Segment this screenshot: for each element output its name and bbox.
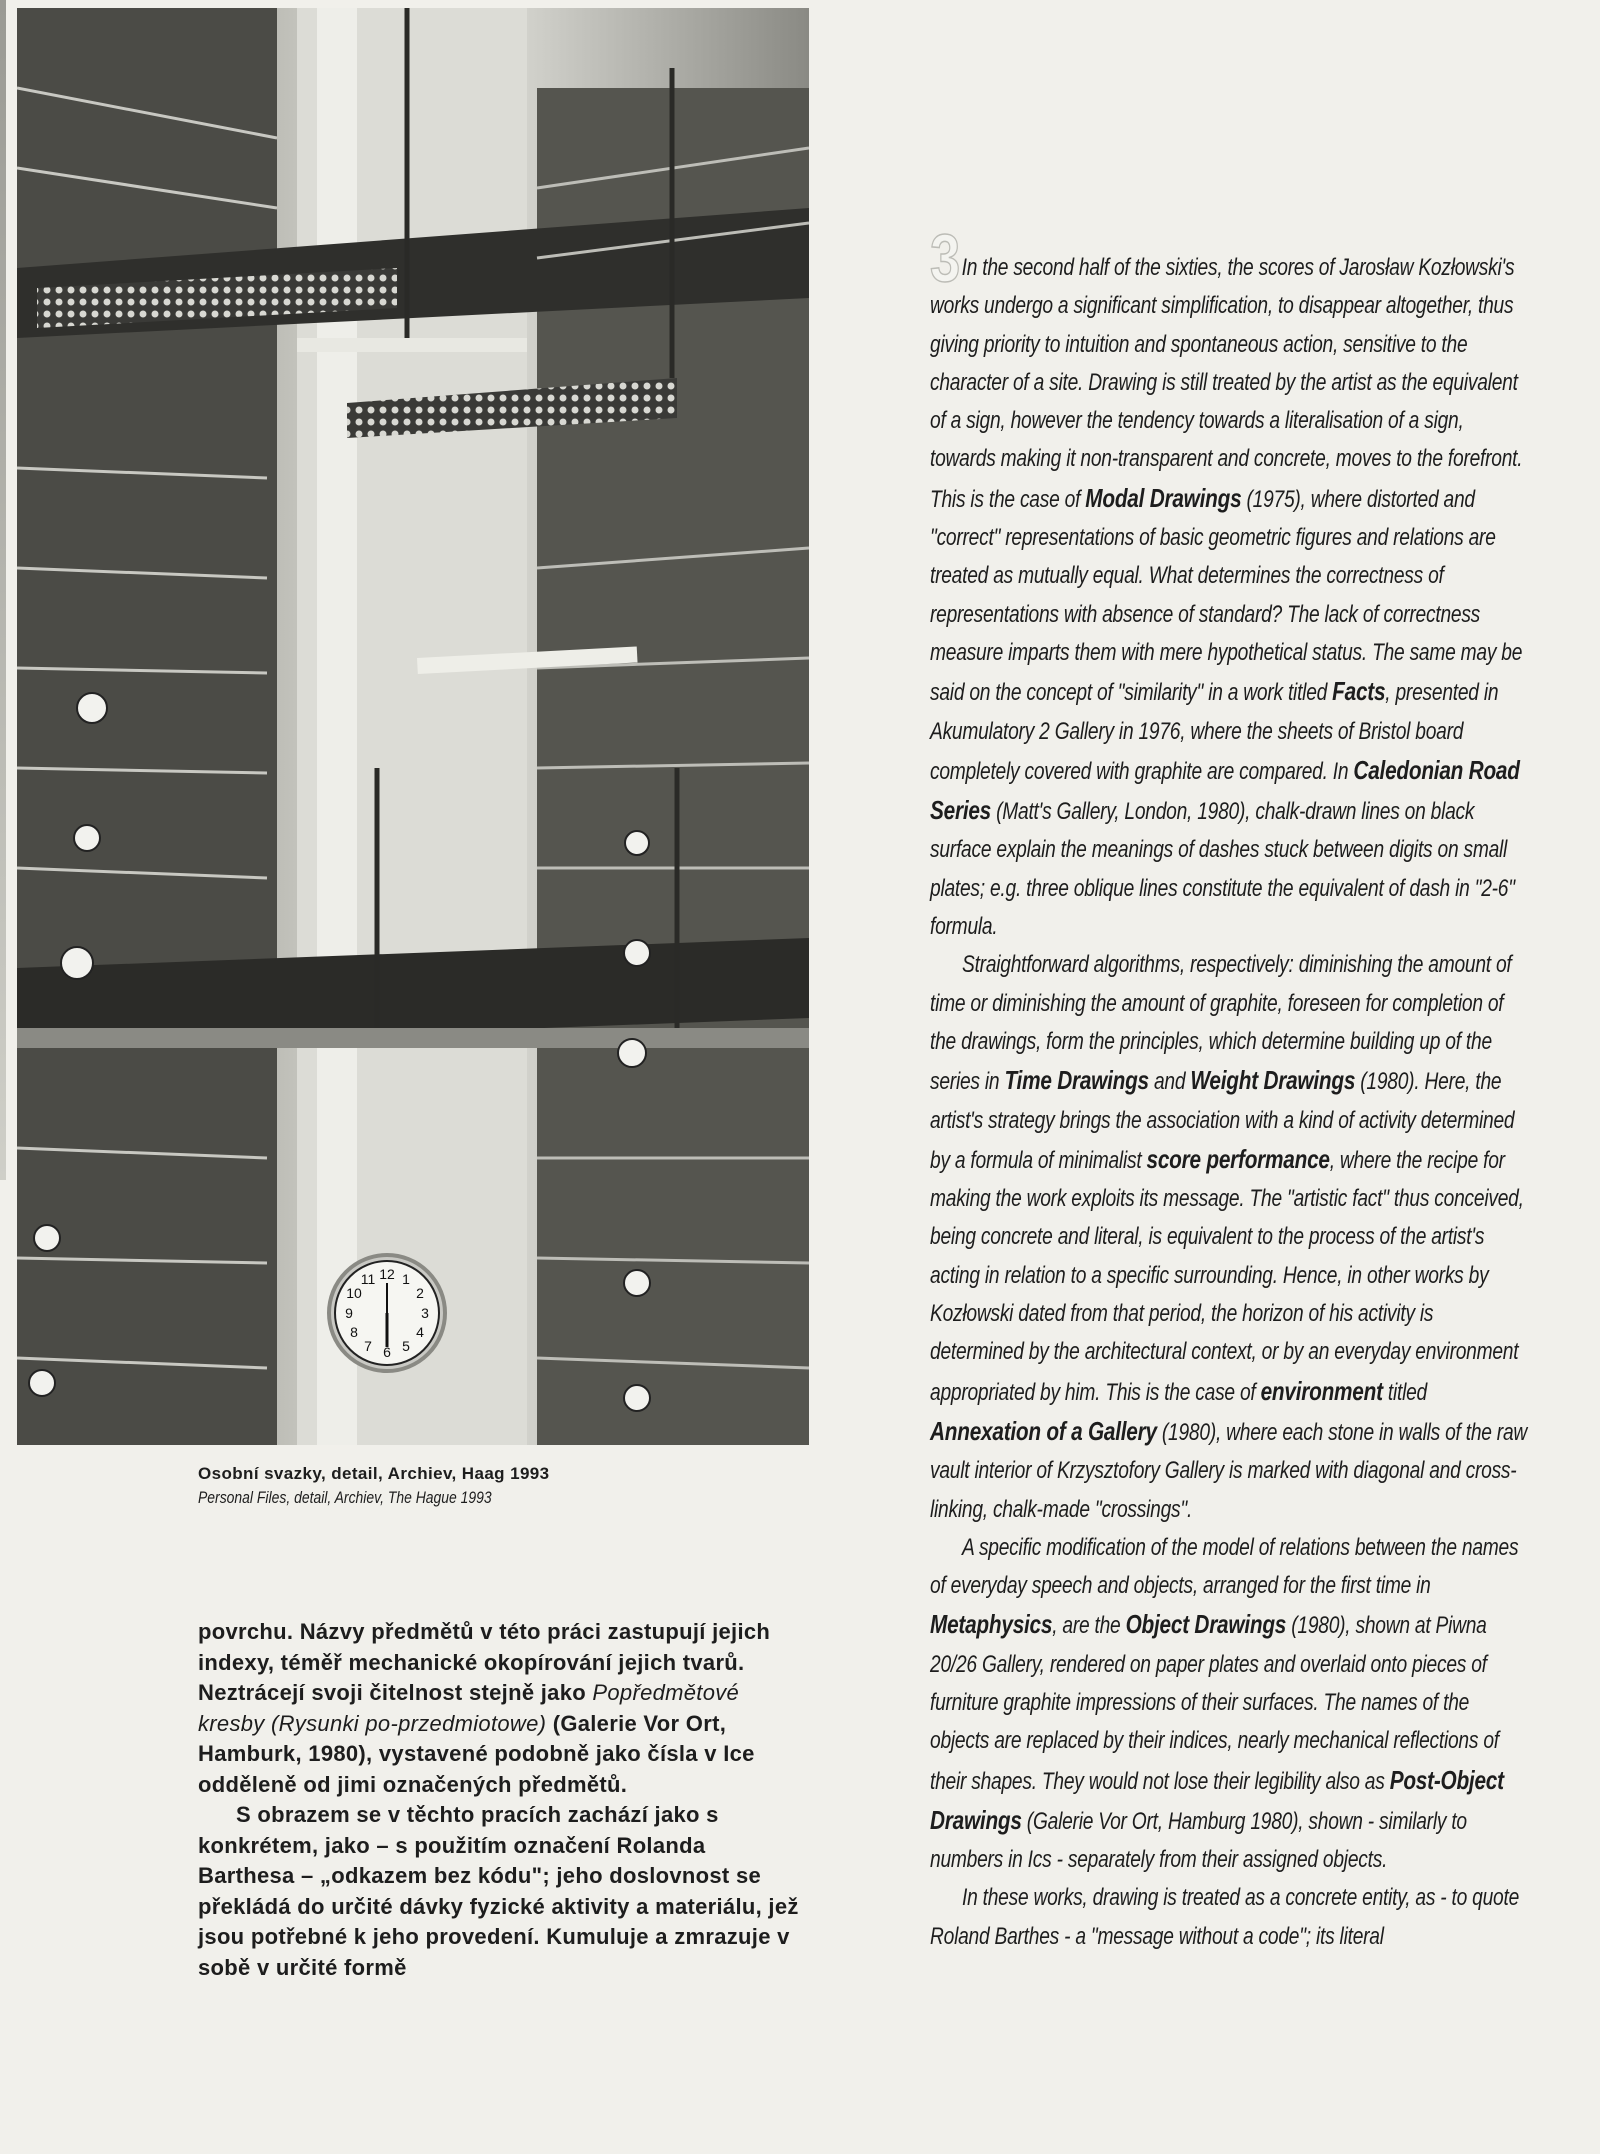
czech-paragraph: povrchu. Názvy předmětů v této práci zastupují jejich indexy, téměř mechanické okopírování jejich tvarů. Neztrácejí svoji čitelnost stejně jako Popředmětové kresby (Rysunki po-przedmiotowe) (Galerie Vor Ort, Hamburk, 1980), vystavené podobně jako čísla v Ice odděleně od jimi označených předmětů. — [198, 1619, 771, 1797]
clock-numeral: 6 — [383, 1344, 391, 1360]
page-edge-shadow — [0, 0, 6, 1180]
caption-czech: Osobní svazky, detail, Archiev, Haag 1993 — [198, 1464, 550, 1483]
clock-numeral: 8 — [350, 1324, 358, 1340]
clock-numeral: 9 — [345, 1305, 353, 1321]
clock-numeral: 11 — [360, 1271, 376, 1287]
archive-photo — [17, 8, 809, 1445]
drop-cap-numeral: 3 — [930, 220, 961, 296]
english-text-column — [930, 220, 1530, 1956]
clock-numeral: 4 — [416, 1324, 424, 1340]
clock-numeral: 10 — [346, 1285, 362, 1301]
english-paragraph: A specific modification of the model of relations between the names of everyday speech and objects, arranged for the first time in Metaphysics, are the Object Drawings (1980), shown at Piwna 20/26 Gallery, rendered on paper plates and overlaid onto pieces of furniture graphite impressions of their surfaces. The names of the objects are replaced by their indices, nearly mechanical reflections of their shapes. They would not lose their legibility also as Post-Object Drawings (Galerie Vor Ort, Hamburg 1980), shown - similarly to numbers in Ics - separately from their assigned objects. — [930, 1533, 1519, 1874]
clock-numeral: 2 — [416, 1285, 424, 1301]
clock-numeral: 7 — [364, 1338, 372, 1354]
clock-numeral: 5 — [402, 1338, 410, 1354]
wall-clock — [329, 1255, 445, 1371]
clock-numeral: 3 — [421, 1305, 429, 1321]
english-paragraph: Straightforward algorithms, respectively: diminishing the amount of time or diminishing the amount of graphite, foreseen for completion of the drawings, form the principles, which determine building up of the series in Time Drawings and Weight Drawings (1980). Here, the artist's strategy brings the association with a kind of activity determined by a formula of minimalist score performance, where the recipe for making the work exploits its message. The "artistic fact" thus conceived, being concrete and literal, is equivalent to the process of the artist's acting in relation to a specific surrounding. Hence, in other works by Kozłowski dated from that period, the horizon of his activity is determined by the architectural context, or by an everyday environment appropriated by him. This is the case of environment titled Annexation of a Gallery (1980), where each stone in walls of the raw vault interior of Krzysztofory Gallery is marked with diagonal and cross-linking, chalk-made "crossings". — [930, 951, 1528, 1523]
english-paragraph: 3In the second half of the sixties, the scores of Jarosław Kozłowski's works undergo a significant simplification, to disappear altogether, thus giving priority to intuition and spontaneous action, sensitive to the character of a site. Drawing is still treated by the artist as the equivalent of a sign, however the tendency towards a literalisation of a sign, towards making it non-transparent and concrete, moves to the forefront. This is the case of Modal Drawings (1975), where distorted and "correct" representations of basic geometric figures and relations are treated as mutually equal. What determines the correctness of representations with absence of standard? The lack of correctness measure imparts them with mere hypothetical status. The same may be said on the concept of "similarity" in a work titled Facts, presented in Akumulatory 2 Gallery in 1976, where the sheets of Bristol board completely covered with graphite are compared. In Caledonian Road Series (Matt's Gallery, London, 1980), chalk-drawn lines on black surface explain the meanings of dashes stuck between digits on small plates; e.g. three oblique lines constitute the equivalent of dash in "2-6" formula. — [930, 220, 1523, 941]
caption-english: Personal Files, detail, Archiev, The Hague 1993 — [198, 1488, 492, 1507]
czech-work-title: Popředmětové kresby (Rysunki po-przedmiotowe) — [198, 1680, 740, 1736]
clock-numeral: 1 — [402, 1271, 410, 1287]
clock-numeral: 12 — [379, 1266, 395, 1282]
czech-text-column — [198, 1617, 808, 1983]
photo-caption — [198, 1464, 758, 1508]
czech-paragraph: S obrazem se v těchto pracích zachází jako s konkrétem, jako – s použitím označení Rolanda Barthesa – „odkazem bez kódu"; jeho doslovnost se překládá do určité dávky fyzické aktivity a materiálu, jež jsou potřebné k jeho provedení. Kumuluje a zmrazuje v sobě v určité formě — [198, 1802, 799, 1980]
english-paragraph: In these works, drawing is treated as a concrete entity, as - to quote Roland Barthes - a "message without a code"; its literal — [930, 1884, 1520, 1950]
